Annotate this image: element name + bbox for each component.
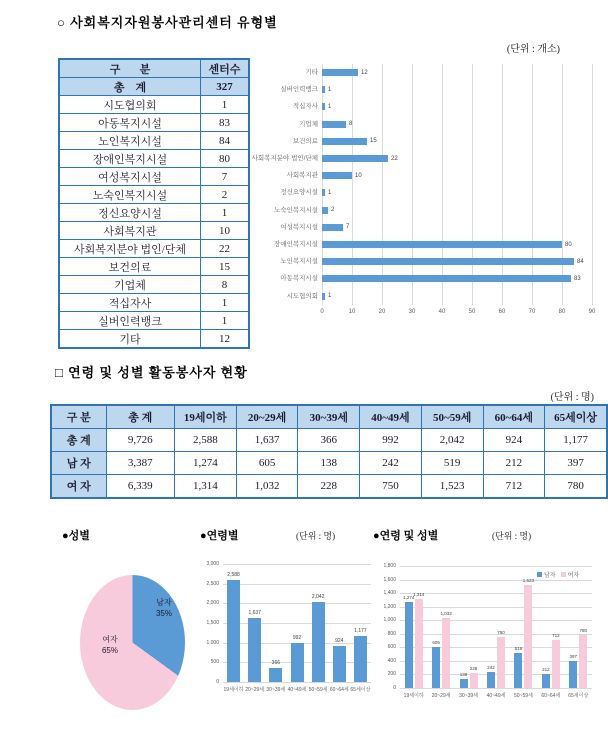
section2-title: □ 연령 및 성별 활동봉사자 현황 [55, 365, 248, 380]
table1-cell: 기업체 [59, 276, 201, 294]
bar-value-label: 1,032 [440, 611, 452, 617]
category-label: 사회복지분야 법인/단체 [251, 155, 318, 162]
y-tick-label: 1,500 [206, 620, 219, 626]
table1-cell: 84 [201, 132, 250, 150]
grid-line [412, 64, 413, 305]
x-tick-label: 70 [528, 308, 536, 315]
bar-value-label: 2 [331, 207, 335, 214]
y-tick-label: 1,000 [206, 639, 219, 646]
bar [569, 661, 577, 688]
x-tick-label: 60 [498, 308, 506, 315]
bar [405, 602, 413, 688]
bar-value-label: 366 [271, 659, 281, 666]
grid-line [223, 682, 371, 683]
bar-value-label: 80 [565, 241, 572, 248]
grid-line [223, 603, 371, 604]
legend [537, 570, 579, 579]
age-gender-table [50, 404, 608, 499]
grid-line [400, 647, 592, 648]
bar-value-label: 242 [487, 664, 495, 670]
table2-cell: 여 자 [51, 475, 106, 499]
bar [415, 599, 423, 688]
category-label: 기타 [305, 69, 318, 76]
table2-cell: 397 [545, 452, 607, 475]
table2-cell: 242 [360, 452, 422, 475]
y-tick-label: 2,500 [206, 580, 219, 587]
bar [322, 275, 571, 282]
bar-value-label: 1,314 [413, 591, 425, 597]
category-label: 노인복지시설 [280, 258, 318, 266]
table1-cell: 80 [201, 150, 250, 168]
table1-cell: 시도협의회 [59, 96, 201, 114]
grid-line [400, 620, 592, 621]
bar-value-label: 1 [328, 293, 332, 300]
table1-cell: 장애인복지시설 [59, 150, 201, 168]
bar [487, 672, 495, 688]
bar [524, 585, 532, 688]
bar-value-label: 397 [569, 654, 578, 660]
x-tick-label: 0 [320, 308, 324, 315]
table1-cell: 보건의료 [59, 258, 201, 276]
table2-header: 구 분 [51, 405, 106, 429]
age-gender-bar-unit: (단위 : 명) [492, 531, 532, 541]
table1-cell: 83 [201, 114, 250, 132]
center-type-bar-chart [251, 56, 602, 326]
table1-cell: 8 [201, 276, 250, 294]
bar [322, 138, 367, 145]
x-category-label: 65세이상 [350, 687, 371, 693]
table2-header: 50~59세 [421, 405, 483, 429]
table2-cell: 총 계 [51, 429, 106, 452]
bar-value-label: 1,523 [522, 577, 535, 583]
x-tick-label: 20 [378, 308, 386, 315]
bar-value-label: 1,177 [354, 627, 367, 634]
pie-label-female-name: 여자 [102, 635, 118, 644]
bar-value-label: 992 [292, 634, 302, 641]
table2-cell: 1,274 [175, 452, 237, 475]
age-gender-bar-chart [372, 552, 600, 710]
y-tick-label: 800 [387, 630, 396, 637]
x-tick-label: 30 [408, 308, 416, 315]
x-category-label: 20~29세 [431, 693, 451, 699]
table1-cell: 여성복지시설 [59, 168, 201, 186]
bar-value-label: 8 [349, 121, 353, 128]
bar-value-label: 83 [574, 275, 581, 282]
table1-cell: 327 [201, 78, 250, 96]
bar [322, 155, 388, 162]
legend-item: 여자 [561, 570, 580, 579]
bar [322, 224, 343, 231]
bar [312, 602, 325, 682]
pie-label-male [144, 597, 184, 619]
bar [322, 86, 325, 93]
category-label: 정신요양시설 [280, 189, 318, 197]
table1-cell: 적십자사 [59, 294, 201, 312]
table1-cell: 7 [201, 168, 250, 186]
bar [322, 172, 352, 179]
table1-cell: 정신요양시설 [59, 204, 201, 222]
bar [322, 103, 325, 110]
bar-value-label: 84 [577, 258, 584, 265]
bar [322, 293, 325, 300]
table1-cell: 1 [201, 204, 250, 222]
table1-cell: 2 [201, 186, 250, 204]
table1-header: 센터수 [201, 59, 250, 78]
bar-value-label: 7 [346, 224, 350, 231]
bar-value-label: 12 [361, 69, 368, 76]
bar [432, 647, 440, 688]
grid-line [502, 64, 503, 305]
table2-header: 20~29세 [236, 405, 298, 429]
table1-header: 구 분 [59, 59, 201, 78]
bar [291, 643, 304, 682]
table1-cell: 22 [201, 240, 250, 258]
x-category-label: 30~39세 [266, 687, 286, 693]
table1-cell: 실버인력뱅크 [59, 312, 201, 330]
x-category-label: 40~49세 [486, 693, 506, 699]
grid-line [382, 64, 383, 305]
bar [322, 207, 328, 214]
pie-label-male-pct: 35% [155, 609, 172, 618]
table1-cell: 1 [201, 312, 250, 330]
bar [227, 580, 240, 682]
x-tick-label: 10 [348, 308, 356, 315]
table1-cell: 노숙인복지시설 [59, 186, 201, 204]
grid-line [532, 64, 533, 305]
bar-value-label: 780 [579, 628, 588, 634]
table1-cell: 아동복지시설 [59, 114, 201, 132]
grid-line [562, 64, 563, 305]
category-label: 시도협의회 [286, 292, 318, 300]
x-category-label: 60~64세 [329, 687, 349, 693]
age-bar-unit: (단위 : 명) [296, 531, 336, 541]
table2-cell: 924 [483, 429, 545, 452]
y-tick-label: 600 [387, 644, 396, 651]
y-tick-label: 1,400 [383, 590, 396, 597]
x-category-label: 19세이하 [223, 687, 244, 693]
x-tick-label: 50 [468, 308, 476, 315]
grid-line [352, 64, 353, 305]
bar-value-label: 519 [514, 645, 523, 651]
bar-value-label: 15 [370, 138, 377, 145]
grid-line [400, 688, 592, 689]
bar [322, 69, 358, 76]
y-tick-label: 3,000 [206, 561, 219, 567]
y-tick-label: 400 [387, 657, 396, 664]
grid-line [322, 64, 323, 305]
table2-cell: 2,042 [421, 429, 483, 452]
category-label: 사회복지관 [286, 172, 318, 180]
grid-line [400, 593, 592, 594]
grid-line [400, 566, 592, 567]
y-tick-label: 1,600 [383, 576, 396, 583]
table2-cell: 519 [421, 452, 483, 475]
bar-value-label: 2,588 [227, 572, 240, 579]
age-gender-bar-title: ●연령 및 성별 [373, 530, 439, 542]
pie-label-female [90, 634, 130, 656]
grid-line [400, 607, 592, 608]
bar-value-label: 2,042 [311, 593, 325, 600]
bar-value-label: 22 [391, 155, 398, 162]
bar-value-label: 228 [469, 665, 478, 671]
table2-header: 30~39세 [298, 405, 360, 429]
bar [248, 618, 261, 682]
table2-cell: 212 [483, 452, 545, 475]
bar [354, 636, 367, 682]
table1-cell: 노인복지시설 [59, 132, 201, 150]
bar-value-label: 1 [328, 86, 332, 93]
table2-cell: 992 [360, 429, 422, 452]
bar-value-label: 605 [432, 639, 440, 645]
legend-item: 남자 [537, 570, 556, 579]
grid-line [592, 64, 593, 305]
table2-cell: 712 [483, 475, 545, 499]
bar [322, 189, 325, 196]
table1-cell: 총 계 [59, 78, 201, 96]
y-tick-label: 200 [387, 671, 396, 678]
bar [333, 646, 346, 682]
x-category-label: 50~59세 [513, 693, 533, 699]
table1-cell: 1 [201, 294, 250, 312]
category-label: 장애인복지시설 [274, 241, 318, 248]
table2-cell: 138 [298, 452, 360, 475]
category-label: 여성복지시설 [280, 223, 318, 231]
grid-line [223, 564, 371, 565]
table1-cell: 사회복지분야 법인/단체 [59, 240, 201, 258]
grid-line [400, 661, 592, 662]
x-category-label: 65세이상 [568, 693, 589, 699]
bar-value-label: 1 [328, 189, 332, 196]
table2-cell: 1,314 [175, 475, 237, 499]
bar-value-label: 10 [355, 172, 362, 179]
bar [442, 618, 450, 688]
bar [322, 258, 574, 265]
table2-cell: 1,637 [236, 429, 298, 452]
table2-cell: 1,523 [421, 475, 483, 499]
bar-value-label: 924 [335, 637, 344, 644]
table1-cell: 10 [201, 222, 250, 240]
table2-cell: 780 [545, 475, 607, 499]
x-category-label: 40~49세 [287, 687, 307, 693]
table2-cell: 228 [298, 475, 360, 499]
grid-line [223, 584, 371, 585]
pie-chart-title: ●성별 [62, 530, 90, 542]
category-label: 노숙인복지시설 [274, 206, 318, 214]
table2-cell: 3,387 [106, 452, 174, 475]
bar-value-label: 1,637 [248, 609, 261, 616]
legend-swatch [537, 572, 542, 577]
x-tick-label: 90 [588, 308, 596, 315]
table2-header: 65세이상 [545, 405, 607, 429]
section2-unit: (단위 : 명) [550, 392, 594, 403]
table2-header: 총 계 [106, 405, 174, 429]
table2-header: 19세이하 [175, 405, 237, 429]
section1-unit: (단위 : 개소) [506, 44, 560, 55]
pie-label-female-pct: 65% [101, 646, 118, 655]
y-tick-label: 1,200 [383, 603, 396, 610]
bar [542, 674, 550, 688]
bar-value-label: 1 [328, 103, 332, 110]
table1-cell: 12 [201, 330, 250, 349]
x-tick-label: 80 [558, 308, 566, 315]
table2-cell: 605 [236, 452, 298, 475]
bar [552, 640, 560, 688]
x-category-label: 20~29세 [245, 687, 265, 693]
bar [514, 653, 522, 688]
center-type-table [58, 58, 250, 349]
table2-cell: 1,177 [545, 429, 607, 452]
bar [322, 121, 346, 128]
bar [269, 668, 282, 682]
pie-label-male-name: 남자 [156, 598, 172, 607]
bar-value-label: 212 [542, 666, 550, 672]
x-category-label: 50~59세 [308, 687, 328, 693]
grid-line [472, 64, 473, 305]
table1-cell: 사회복지관 [59, 222, 201, 240]
y-tick-label: 1,800 [383, 563, 396, 569]
grid-line [442, 64, 443, 305]
bar-value-label: 712 [552, 632, 560, 638]
x-tick-label: 40 [438, 308, 446, 315]
bar [460, 679, 468, 688]
category-label: 아동복지시설 [280, 275, 318, 283]
y-tick-label: 1,000 [383, 617, 396, 624]
category-label: 적십자사 [292, 103, 318, 111]
legend-swatch [561, 572, 566, 577]
category-label: 실버인력뱅크 [280, 86, 318, 94]
age-bar-title: ●연령별 [200, 530, 239, 542]
bar-value-label: 1,274 [403, 594, 415, 600]
y-tick-label: 0 [216, 679, 219, 685]
bar [470, 673, 478, 688]
bar [497, 637, 505, 688]
table1-cell: 1 [201, 96, 250, 114]
category-label: 보건의료 [292, 137, 318, 145]
table2-cell: 남 자 [51, 452, 106, 475]
y-tick-label: 2,000 [206, 600, 219, 607]
table2-cell: 2,588 [175, 429, 237, 452]
table2-header: 40~49세 [360, 405, 422, 429]
x-category-label: 19세이하 [403, 693, 424, 699]
table2-header: 60~64세 [483, 405, 545, 429]
y-tick-label: 0 [393, 685, 396, 691]
y-tick-label: 500 [210, 659, 219, 666]
table2-cell: 1,032 [236, 475, 298, 499]
bar [579, 635, 587, 688]
x-category-label: 60~64세 [541, 693, 561, 699]
bar-value-label: 138 [459, 671, 468, 677]
table2-cell: 366 [298, 429, 360, 452]
table2-cell: 9,726 [106, 429, 174, 452]
age-bar-chart [197, 552, 375, 704]
grid-line [223, 623, 371, 624]
bar-value-label: 750 [497, 630, 505, 636]
table2-cell: 750 [360, 475, 422, 499]
table1-cell: 15 [201, 258, 250, 276]
category-label: 기업체 [299, 120, 318, 128]
bar [322, 241, 562, 248]
x-category-label: 30~39세 [459, 693, 478, 699]
table1-cell: 기타 [59, 330, 201, 349]
table2-cell: 6,339 [106, 475, 174, 499]
section1-title: ○ 사회복지자원봉사관리센터 유형별 [57, 15, 278, 30]
